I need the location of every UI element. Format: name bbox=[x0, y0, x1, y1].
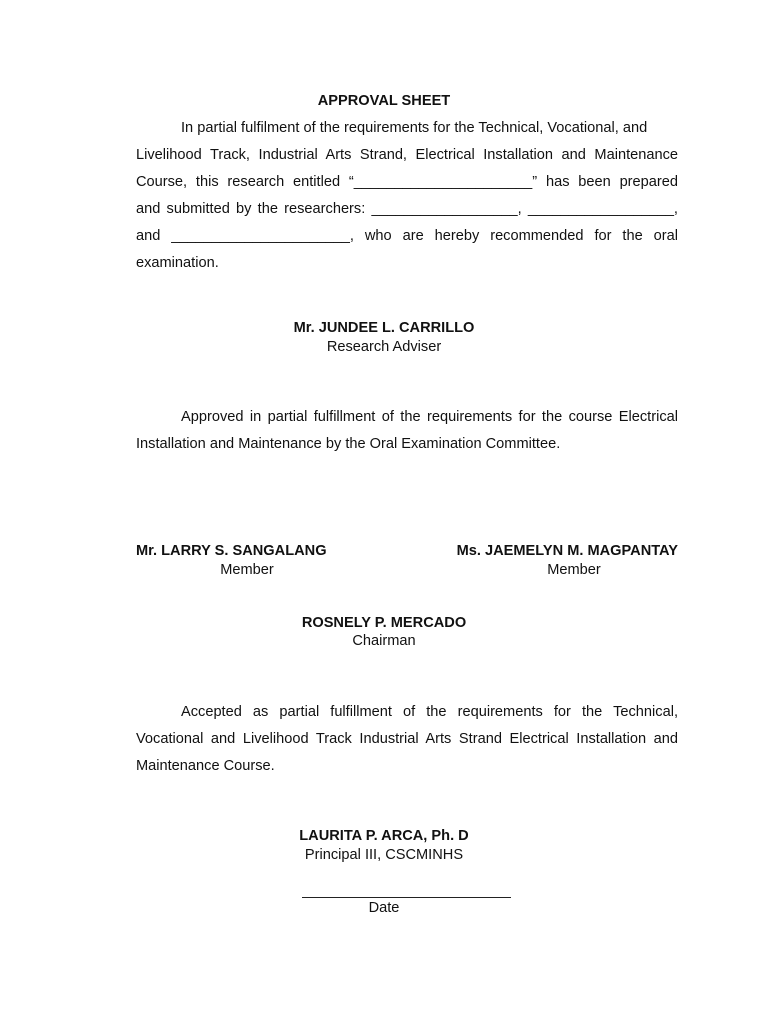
intro-line-3: Course, this research entitled “______________________” has been prepared bbox=[136, 174, 678, 190]
member1-role: Member bbox=[220, 562, 274, 578]
acceptance-line-1: Accepted as partial fulfillment of the requirements for the Technical, bbox=[181, 704, 678, 720]
acceptance-line-3: Maintenance Course. bbox=[136, 758, 275, 774]
intro-line-1: In partial fulfilment of the requirements for the Technical, Vocational, and bbox=[181, 120, 648, 136]
principal-name: LAURITA P. ARCA, Ph. D bbox=[299, 828, 469, 844]
member2-role: Member bbox=[547, 562, 601, 578]
chairman-name: ROSNELY P. MERCADO bbox=[301, 615, 467, 631]
intro-line-6: examination. bbox=[136, 255, 219, 271]
approval-line-2: Installation and Maintenance by the Oral Examination Committee. bbox=[136, 436, 561, 452]
intro-line-5: and ______________________, who are hereby recommended for the oral bbox=[136, 228, 678, 244]
date-signature-line bbox=[302, 897, 511, 898]
principal-role: Principal III, CSCMINHS bbox=[304, 847, 464, 863]
intro-line-2: Livelihood Track, Industrial Arts Strand, Electrical Installation and Maintenance bbox=[136, 147, 678, 163]
adviser-role: Research Adviser bbox=[326, 339, 442, 355]
chairman-role: Chairman bbox=[352, 633, 416, 649]
date-label: Date bbox=[368, 900, 400, 916]
member1-name: Mr. LARRY S. SANGALANG bbox=[136, 543, 327, 559]
approval-line-1: Approved in partial fulfillment of the requirements for the course Electrical bbox=[181, 409, 678, 425]
page-title: APPROVAL SHEET bbox=[317, 93, 451, 109]
intro-line-4: and submitted by the researchers: __________________, __________________, bbox=[136, 201, 678, 217]
member2-name: Ms. JAEMELYN M. MAGPANTAY bbox=[456, 543, 678, 559]
adviser-name: Mr. JUNDEE L. CARRILLO bbox=[293, 320, 475, 336]
acceptance-line-2: Vocational and Livelihood Track Industrial Arts Strand Electrical Installation and bbox=[136, 731, 678, 747]
